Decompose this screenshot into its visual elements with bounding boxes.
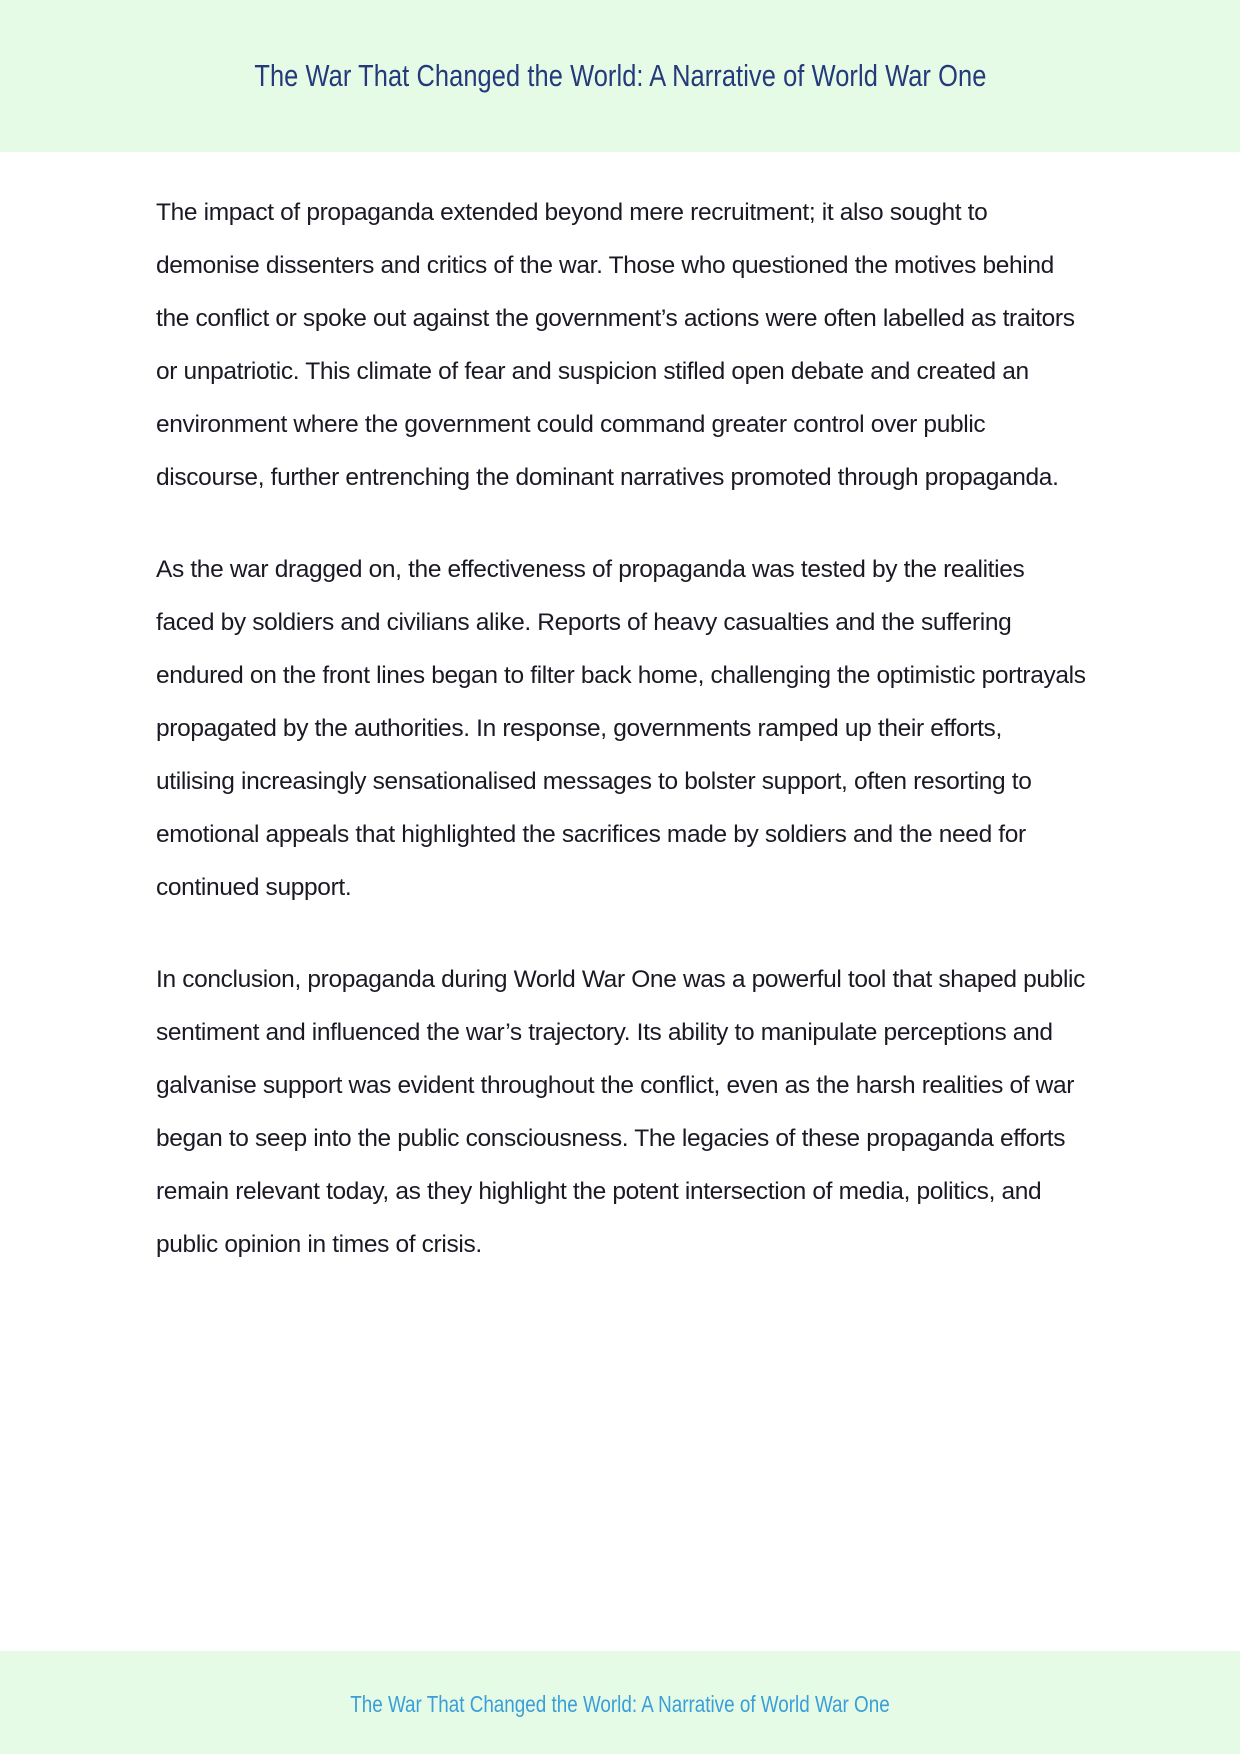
page-footer <box>0 1651 1240 1754</box>
page-title: The War That Changed the World: A Narrative of World War One <box>253 58 987 93</box>
paragraph-propaganda-realities: As the war dragged on, the effectiveness of propaganda was tested by the realities faced by soldiers and civilians alike. Reports of heavy casualties and the suffering endured on the front lines began to filter back home, challenging the optimistic portrayals propagated by the authorities. In response, governments ramped up their efforts, utilising increasingly sensationalised messages to bolster support, often resorting to emotional appeals that highlighted the sacrifices made by soldiers and the need for continued support. <box>156 556 1086 901</box>
document-body <box>156 186 1086 1310</box>
page-header <box>0 0 1240 152</box>
paragraph-conclusion: In conclusion, propaganda during World War One was a powerful tool that shaped public sentiment and influenced the war’s trajectory. Its ability to manipulate perceptions and galvanise support was evident throughout the conflict, even as the harsh realities of war began to seep into the public consciousness. The legacies of these propaganda efforts remain relevant today, as they highlight the potent intersection of media, politics, and public opinion in times of crisis. <box>156 966 1086 1258</box>
footer-running-title: The War That Changed the World: A Narrative of World War One <box>350 1691 890 1717</box>
paragraph-propaganda-dissent: The impact of propaganda extended beyond mere recruitment; it also sought to demonise dissenters and critics of the war. Those who questioned the motives behind the conflict or spoke out against the government’s actions were often labelled as traitors or unpatriotic. This climate of fear and suspicion stifled open debate and created an environment where the government could command greater control over public discourse, further entrenching the dominant narratives promoted through propaganda. <box>156 199 1075 491</box>
